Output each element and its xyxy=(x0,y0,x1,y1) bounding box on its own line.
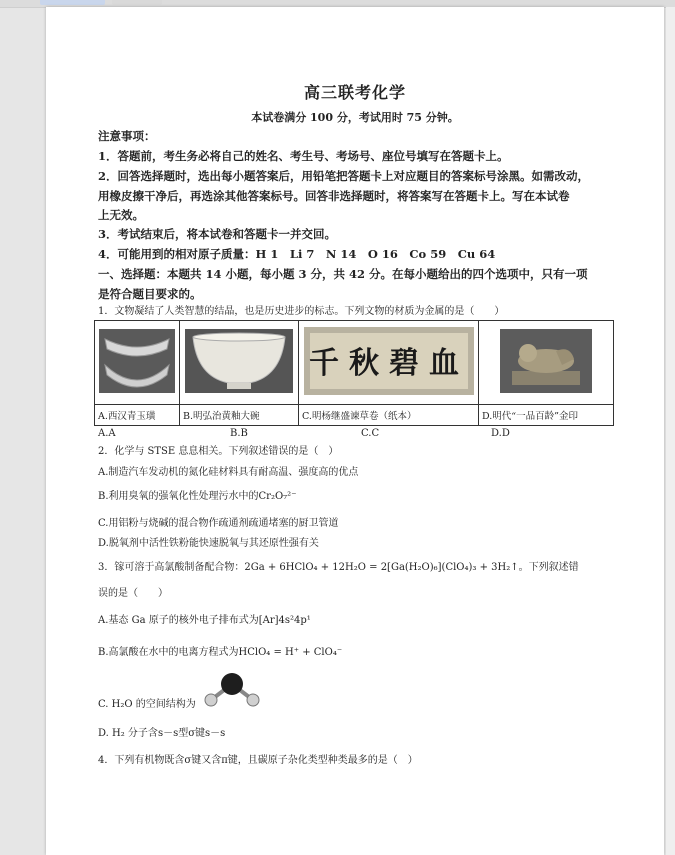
notice-line: 2．回答选择题时，选出每小题答案后，用铅笔把答题卡上对应题目的答案标号涂黑。如需改动， xyxy=(98,169,589,183)
notice-heading: 注意事项： xyxy=(98,129,156,143)
notice-line: 3．考试结束后，将本试卷和答题卡一并交回。 xyxy=(98,227,336,241)
q3-option-a xyxy=(98,614,618,628)
q3-d-end: s－s xyxy=(205,728,226,739)
q3-d-mid: 型σ键 xyxy=(178,728,206,739)
option-a: A.A xyxy=(98,428,116,439)
q3-option-b xyxy=(98,646,618,660)
section-heading: 是符合题目要求的。 xyxy=(98,287,202,301)
q3-option-b-text: B.高氯酸在水中的电离方程式为 xyxy=(98,647,239,658)
calligraphy-text: 千秋碧血 xyxy=(308,345,469,381)
option-c: C.C xyxy=(361,428,380,439)
q3-stem-end: 。下列叙述错 xyxy=(518,562,579,573)
artifact-table xyxy=(94,320,614,426)
artifact-image-calligraphy xyxy=(299,321,479,405)
q3-option-a-text: A.基态 Ga 原子的核外电子排布式为 xyxy=(98,615,259,626)
scrollbar[interactable] xyxy=(666,7,675,855)
question-2-stem: 2．化学与 STSE 息息相关。下列叙述错误的是（ ） xyxy=(98,446,339,457)
artifact-caption: A.西汉青玉璜 xyxy=(95,405,180,426)
q2-option-d: D.脱氧剂中活性铁粉能快速脱氧与其还原性强有关 xyxy=(98,538,319,549)
bowl-icon xyxy=(183,325,295,397)
notice-line: 用橡皮擦干净后，再选涂其他答案标号。回答非选择题时，将答案写在答题卡上。写在本试卷 xyxy=(98,189,570,203)
artifact-caption: C.明杨继盛谏草卷（纸本） xyxy=(299,405,479,426)
q2-option-c: C.用铝粉与烧碱的混合物作疏通剂疏通堵塞的厨卫管道 xyxy=(98,518,339,529)
question-3-stem xyxy=(98,561,618,575)
q3-equation: 2Ga + 6HClO₄ + 12H₂O = 2[Ga(H₂O)₆](ClO₄)₃ + 3H₂↑ xyxy=(244,562,519,573)
artifact-caption: D.明代“一品百龄”金印 xyxy=(479,405,614,426)
q3-option-c: C. H₂O 的空间结构为 xyxy=(98,699,196,710)
calligraphy-icon xyxy=(302,325,476,397)
water-molecule-icon xyxy=(199,670,265,710)
artifact-caption: B.明弘治黄釉大碗 xyxy=(180,405,299,426)
q3-d-pre: D. H₂ 分子含 xyxy=(98,728,158,739)
exam-subtitle: 本试卷满分 100 分，考试用时 75 分钟。 xyxy=(251,111,459,124)
electron-config-formula: [Ar]4s²4p¹ xyxy=(258,615,311,626)
question-1-stem: 1．文物凝结了人类智慧的结晶，也是历史进步的标志。下列文物的材质为金属的是（ ） xyxy=(98,306,505,317)
ionization-formula: HClO₄ = H⁺ + ClO₄⁻ xyxy=(238,647,343,658)
question-3-stem-cont: 误的是（ ） xyxy=(98,588,168,599)
artifact-image-bowl xyxy=(180,321,299,405)
section-heading: 一、选择题：本题共 14 小题，每小题 3 分，共 42 分。在每小题给出的四个选项中，只有一项 xyxy=(98,267,588,281)
option-b: B.B xyxy=(230,428,248,439)
gold-seal-icon xyxy=(498,325,594,397)
page-title: 高三联考化学 xyxy=(303,83,406,102)
viewer-tab[interactable] xyxy=(40,0,105,5)
artifact-image-jade xyxy=(95,321,180,405)
q3-option-d xyxy=(98,727,618,741)
q2-option-b-text: B.利用臭氧的强氧化性处理污水中的 xyxy=(98,491,259,502)
q3-stem-text: 3．镓可溶于高氯酸制备配合物： xyxy=(98,562,245,573)
notice-line: 上无效。 xyxy=(98,208,144,222)
jade-huang-icon xyxy=(97,325,177,397)
dichromate-formula: Cr₂O₇²⁻ xyxy=(258,491,297,502)
q2-option-a: A.制造汽车发动机的氮化硅材料具有耐高温、强度高的优点 xyxy=(98,467,359,478)
q3-d-formula: s－s xyxy=(157,728,179,739)
question-4-stem: 4．下列有机物既含σ键又含π键，且碳原子杂化类型种类最多的是（ ） xyxy=(98,755,418,766)
artifact-image-seal xyxy=(479,321,614,405)
viewer-tab[interactable] xyxy=(112,0,162,5)
option-d: D.D xyxy=(491,428,510,439)
notice-line: 4．可能用到的相对原子质量：H 1 Li 7 N 14 O 16 Co 59 Cu 64 xyxy=(98,247,496,261)
notice-line: 1．答题前，考生务必将自己的姓名、考生号、考场号、座位号填写在答题卡上。 xyxy=(98,149,509,163)
q2-option-b xyxy=(98,490,618,504)
